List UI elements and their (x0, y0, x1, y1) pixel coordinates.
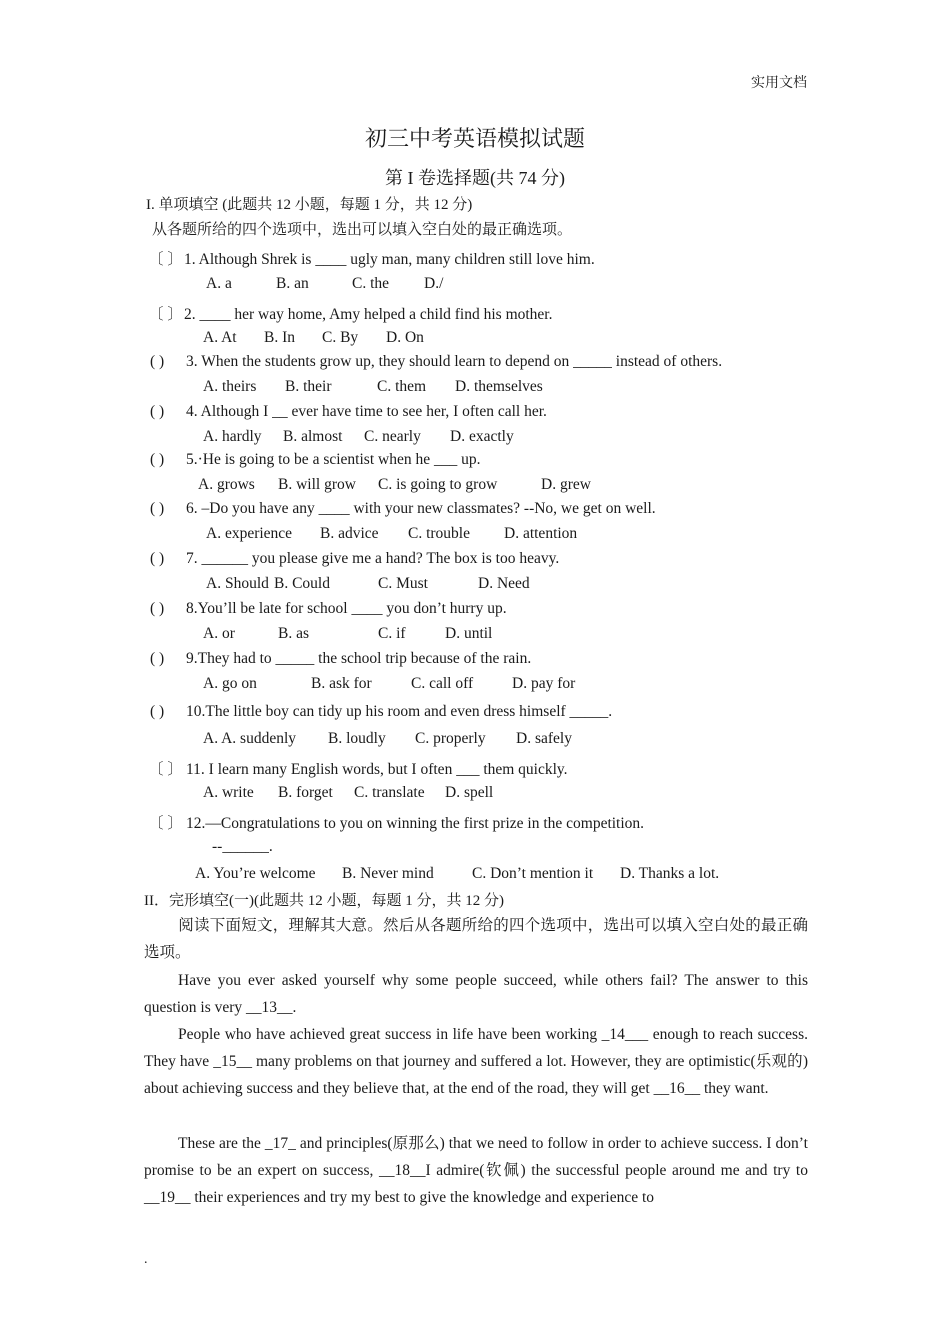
option-d[interactable]: D. themselves (455, 378, 543, 395)
question-stem: 11. I learn many English words, but I often ___ them quickly. (186, 761, 568, 778)
option-b[interactable]: B. forget (278, 784, 333, 801)
question-4 (150, 403, 547, 421)
option-c[interactable]: C. if (378, 625, 406, 642)
question-stem: 5.·He is going to be a scientist when he ___ up. (186, 451, 481, 468)
answer-bracket[interactable]: 〔 〕 (148, 761, 183, 778)
option-b[interactable]: B. as (278, 625, 309, 642)
option-a[interactable]: A. theirs (203, 378, 257, 395)
option-c[interactable]: C. Don’t mention it (472, 865, 594, 882)
option-d[interactable]: D. until (445, 625, 493, 642)
option-c[interactable]: C. them (377, 378, 427, 395)
answer-bracket[interactable]: ( ) (150, 650, 165, 667)
question-12 (148, 811, 644, 833)
question-stem: 8.You’ll be late for school ____ you don’t hurry up. (186, 600, 507, 617)
option-c[interactable]: C. properly (415, 730, 486, 747)
option-b[interactable]: B. Never mind (342, 865, 434, 882)
option-b[interactable]: B. loudly (328, 730, 386, 747)
question-11 (148, 757, 568, 779)
page-subtitle: 第 I 卷选择题(共 74 分) (385, 168, 565, 188)
option-b[interactable]: B. almost (283, 428, 343, 445)
section1-instruction: 从各题所给的四个选项中，选出可以填入空白处的最正确选项。 (152, 222, 573, 238)
answer-bracket[interactable]: 〔 〕 (148, 815, 183, 832)
option-c[interactable]: C. trouble (408, 525, 470, 542)
option-d[interactable]: D. attention (504, 525, 578, 542)
answer-bracket[interactable]: ( ) (150, 451, 165, 468)
answer-bracket[interactable]: ( ) (150, 600, 165, 617)
answer-bracket[interactable]: ( ) (150, 353, 165, 370)
question-12-answer-line: --______. (212, 838, 273, 855)
option-b[interactable]: B. will grow (278, 476, 356, 493)
question-9 (150, 650, 531, 668)
question-2-options (203, 329, 424, 347)
question-7 (150, 550, 559, 568)
option-a[interactable]: A. or (203, 625, 235, 642)
page-title: 初三中考英语模拟试题 (364, 126, 585, 151)
question-1-options (206, 275, 443, 293)
option-c[interactable]: C. By (322, 329, 359, 346)
option-d[interactable]: D. Need (478, 575, 530, 592)
question-5-options (198, 476, 591, 494)
question-9-options (203, 675, 575, 693)
question-1 (148, 247, 595, 269)
option-d[interactable]: D. pay for (512, 675, 576, 692)
question-7-options (206, 575, 530, 593)
option-c[interactable]: C. the (352, 275, 390, 292)
option-c[interactable]: C. nearly (364, 428, 421, 445)
option-c[interactable]: C. is going to grow (378, 476, 498, 493)
passage-paragraph-2: People who have achieved great success in life have been working _14___ enough to reach success. They have _15__ many problems on that journey and suffered a lot. However, they are optimistic(乐观的) about achieving success and they believe that, at the end of the road, they will get __16__ they want. (144, 1026, 808, 1097)
header-tag: 实用文档 (751, 76, 807, 91)
question-stem: 1. Although Shrek is ____ ugly man, many children still love him. (184, 251, 595, 268)
section2-heading: II．完形填空(一)(此题共 12 小题，每题 1 分，共 12 分) (144, 893, 504, 909)
answer-bracket[interactable]: ( ) (150, 703, 165, 720)
question-stem: 4. Although I __ ever have time to see her, I often call her. (186, 403, 547, 420)
option-b[interactable]: B. Could (274, 575, 330, 592)
question-3 (150, 353, 722, 371)
answer-bracket[interactable]: ( ) (150, 550, 165, 567)
question-stem: 6. –Do you have any ____ with your new classmates? --No, we get on well. (186, 500, 656, 517)
question-12-options (195, 865, 719, 883)
question-10 (150, 703, 612, 721)
option-b[interactable]: B. advice (320, 525, 379, 542)
question-4-options (203, 428, 514, 446)
answer-bracket[interactable]: ( ) (150, 500, 165, 517)
option-c[interactable]: C. Must (378, 575, 428, 592)
option-b[interactable]: B. In (264, 329, 295, 346)
question-8-options (203, 625, 492, 643)
option-b[interactable]: B. ask for (311, 675, 372, 692)
footer-mark: . (144, 1252, 148, 1267)
section2-instruction: 阅读下面短文，理解其大意。然后从各题所给的四个选项中，选出可以填入空白处的最正确选项。 (144, 917, 808, 961)
answer-bracket[interactable]: ( ) (150, 403, 165, 420)
answer-bracket[interactable]: 〔 〕 (148, 306, 183, 323)
option-b[interactable]: B. their (285, 378, 332, 395)
answer-bracket[interactable]: 〔 〕 (148, 251, 183, 268)
option-a[interactable]: A. a (206, 275, 232, 292)
option-a[interactable]: A. At (203, 329, 237, 346)
option-a[interactable]: A. write (203, 784, 254, 801)
option-a[interactable]: A. hardly (203, 428, 262, 445)
question-stem: 7. ______ you please give me a hand? The box is too heavy. (186, 550, 560, 567)
option-a[interactable]: A. go on (203, 675, 257, 692)
option-a[interactable]: A. You’re welcome (195, 865, 316, 882)
question-stem: 9.They had to _____ the school trip because of the rain. (186, 650, 532, 667)
question-3-options (203, 378, 543, 396)
option-c[interactable]: C. call off (411, 675, 474, 692)
question-11-options (203, 784, 493, 802)
option-d[interactable]: D. exactly (450, 428, 514, 445)
option-a[interactable]: A. Should (206, 575, 269, 592)
option-a[interactable]: A. A. suddenly (203, 730, 296, 747)
option-d[interactable]: D. grew (541, 476, 591, 493)
question-stem: 12.—Congratulations to you on winning the first prize in the competition. (186, 815, 645, 832)
option-a[interactable]: A. experience (206, 525, 293, 542)
question-stem: 3. When the students grow up, they should learn to depend on _____ instead of others. (186, 353, 723, 370)
question-8 (150, 600, 507, 618)
option-d[interactable]: D. safely (516, 730, 572, 747)
option-d[interactable]: D. On (386, 329, 424, 346)
option-a[interactable]: A. grows (198, 476, 255, 493)
option-c[interactable]: C. translate (354, 784, 425, 801)
question-10-options (203, 730, 572, 748)
question-5 (150, 451, 480, 469)
option-b[interactable]: B. an (276, 275, 309, 292)
question-stem: 2. ____ her way home, Amy helped a child find his mother. (184, 306, 553, 323)
question-2 (148, 302, 553, 324)
passage-paragraph-1: Have you ever asked yourself why some people succeed, while others fail? The answer to this question is very __13__. (144, 972, 808, 1016)
question-stem: 10.The little boy can tidy up his room and even dress himself _____. (186, 703, 613, 720)
passage-paragraph-3: These are the _17_ and principles(原那么) that we need to follow in order to achieve success. I don’t promise to be an expert on success, __18__I admire(钦佩) the successful people around me and try to __19__ their experiences and try my best to give the knowledge and experience to (144, 1135, 808, 1206)
option-d[interactable]: D./ (424, 275, 444, 292)
question-6 (150, 500, 656, 518)
option-d[interactable]: D. Thanks a lot. (620, 865, 720, 882)
option-d[interactable]: D. spell (445, 784, 494, 801)
question-6-options (206, 525, 577, 543)
section1-heading: I. 单项填空 (此题共 12 小题，每题 1 分，共 12 分) (146, 197, 473, 213)
